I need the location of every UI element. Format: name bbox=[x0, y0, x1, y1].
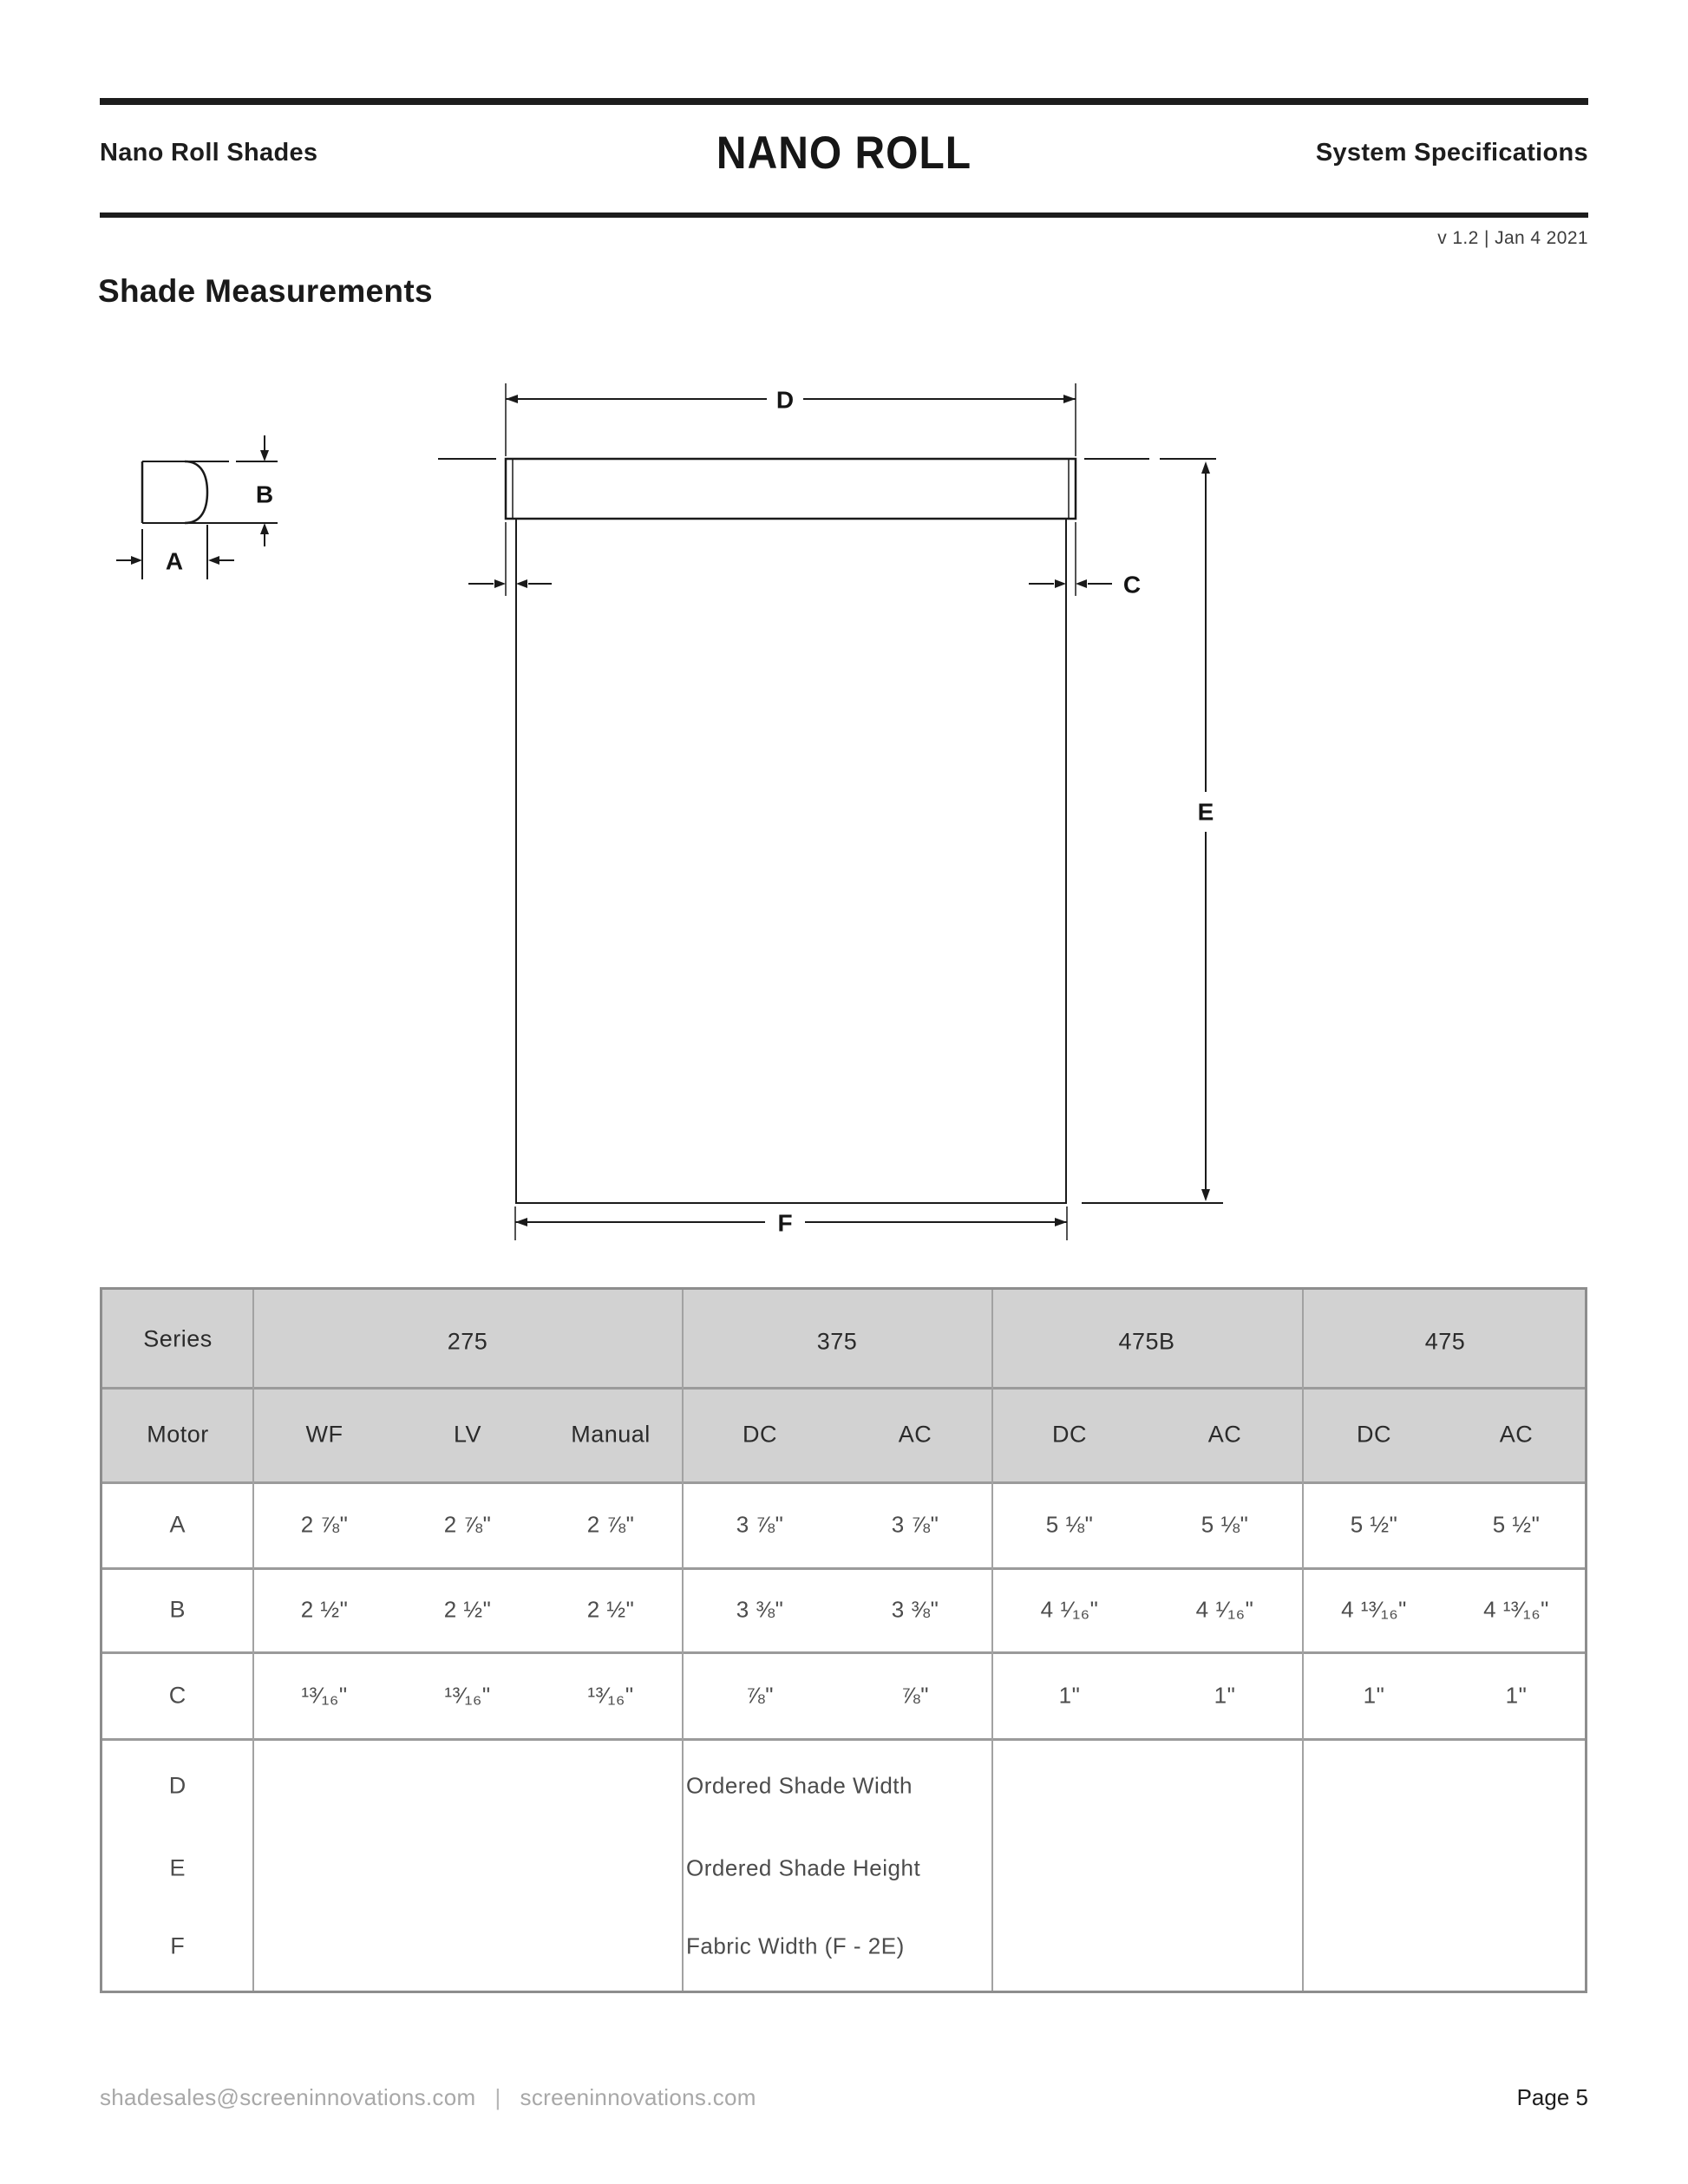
arrow-left-icon bbox=[515, 1218, 527, 1226]
arrow-left-icon bbox=[1076, 579, 1087, 588]
table-cell: 1" bbox=[1363, 1682, 1385, 1709]
row-divider bbox=[102, 1738, 1585, 1741]
table-cell: 3 ⅞" bbox=[891, 1511, 939, 1538]
table-cell: 2 ⅞" bbox=[300, 1511, 349, 1538]
page-number: Page 5 bbox=[1516, 2084, 1588, 2110]
series-header-label: Series bbox=[143, 1325, 213, 1352]
arrow-down-icon bbox=[260, 450, 269, 461]
table-cell: ¹³⁄₁₆" bbox=[301, 1682, 348, 1709]
table-cell: ¹³⁄₁₆" bbox=[444, 1682, 491, 1709]
header-top-rule bbox=[100, 98, 1588, 105]
dim-description: Ordered Shade Height bbox=[686, 1854, 921, 1881]
footer-website-link[interactable]: screeninnovations.com bbox=[520, 2084, 756, 2110]
arrow-left-icon bbox=[516, 579, 527, 588]
table-cell: ⅞" bbox=[901, 1682, 929, 1709]
row-label: E bbox=[169, 1854, 186, 1881]
motor-type: LV bbox=[453, 1421, 482, 1448]
table-cell: 4 ¹³⁄₁₆" bbox=[1341, 1596, 1407, 1623]
dim-label-f: F bbox=[777, 1209, 793, 1237]
table-cell: 1" bbox=[1214, 1682, 1236, 1709]
table-cell: 4 ¹³⁄₁₆" bbox=[1483, 1596, 1549, 1623]
dim-label-b: B bbox=[255, 481, 274, 508]
table-cell: 5 ½" bbox=[1492, 1511, 1541, 1538]
motor-type: AC bbox=[898, 1421, 932, 1448]
table-cell: 5 ⅛" bbox=[1045, 1511, 1094, 1538]
motor-type: DC bbox=[1052, 1421, 1087, 1448]
arrow-left-icon bbox=[208, 556, 219, 565]
footer-contacts bbox=[100, 2084, 756, 2111]
row-label: F bbox=[170, 1932, 186, 1959]
table-cell: 2 ⅞" bbox=[586, 1511, 635, 1538]
table-cell: 3 ⅜" bbox=[891, 1596, 939, 1623]
document-title-left: Nano Roll Shades bbox=[100, 139, 318, 167]
arrow-left-icon bbox=[506, 395, 518, 403]
document-title-right: System Specifications bbox=[1315, 139, 1588, 167]
dim-label-a: A bbox=[165, 547, 184, 575]
table-cell: 4 ¹⁄₁₆" bbox=[1195, 1596, 1254, 1623]
header-bottom-rule bbox=[100, 213, 1588, 218]
table-cell: ⅞" bbox=[746, 1682, 774, 1709]
column-divider bbox=[252, 1290, 254, 1991]
arrow-right-icon bbox=[494, 579, 506, 588]
table-cell: 2 ½" bbox=[300, 1596, 349, 1623]
dim-label-e: E bbox=[1197, 798, 1214, 826]
headbox-outline bbox=[506, 459, 1076, 519]
table-cell: 2 ½" bbox=[586, 1596, 635, 1623]
motor-type: AC bbox=[1499, 1421, 1534, 1448]
row-divider bbox=[102, 1567, 1585, 1570]
motor-type: Manual bbox=[571, 1421, 651, 1448]
series-name: 375 bbox=[816, 1328, 858, 1355]
table-cell: 1" bbox=[1058, 1682, 1081, 1709]
arrow-right-icon bbox=[1055, 1218, 1067, 1226]
table-cell: 2 ½" bbox=[443, 1596, 492, 1623]
arrow-up-icon bbox=[260, 523, 269, 534]
footer-email-link[interactable]: shadesales@screeninnovations.com bbox=[100, 2084, 476, 2110]
table-cell: 5 ½" bbox=[1350, 1511, 1398, 1538]
column-divider bbox=[1302, 1290, 1304, 1991]
table-cell: 3 ⅜" bbox=[736, 1596, 784, 1623]
dim-label-c: C bbox=[1122, 571, 1142, 598]
footer-separator: | bbox=[494, 2084, 501, 2110]
row-divider bbox=[102, 1651, 1585, 1654]
shade-dimension-diagram bbox=[0, 373, 1688, 1249]
series-name: 475B bbox=[1118, 1328, 1175, 1355]
series-name: 475 bbox=[1424, 1328, 1466, 1355]
table-cell: 2 ⅞" bbox=[443, 1511, 492, 1538]
row-divider bbox=[102, 1387, 1585, 1390]
motor-type: DC bbox=[1357, 1421, 1391, 1448]
fabric-panel-outline bbox=[516, 519, 1066, 1203]
table-cell: 3 ⅞" bbox=[736, 1511, 784, 1538]
motor-type: DC bbox=[743, 1421, 777, 1448]
motor-type: AC bbox=[1207, 1421, 1242, 1448]
series-name: 275 bbox=[447, 1328, 488, 1355]
measurements-table bbox=[100, 1287, 1587, 1993]
version-date: v 1.2 | Jan 4 2021 bbox=[1437, 228, 1588, 248]
table-cell: 5 ⅛" bbox=[1201, 1511, 1249, 1538]
table-cell: 1" bbox=[1505, 1682, 1528, 1709]
row-label: D bbox=[168, 1772, 187, 1799]
motor-type: WF bbox=[305, 1421, 343, 1448]
arrow-right-icon bbox=[1055, 579, 1066, 588]
row-divider bbox=[102, 1481, 1585, 1484]
row-label: C bbox=[168, 1682, 187, 1709]
brand-logo: NANO ROLL bbox=[716, 126, 972, 179]
dim-description: Fabric Width (F - 2E) bbox=[686, 1932, 905, 1959]
dim-label-d: D bbox=[775, 386, 795, 414]
page-title: Shade Measurements bbox=[98, 273, 433, 309]
row-label: B bbox=[169, 1596, 186, 1623]
arrow-right-icon bbox=[131, 556, 142, 565]
table-cell: 4 ¹⁄₁₆" bbox=[1040, 1596, 1099, 1623]
motor-header-label: Motor bbox=[147, 1421, 209, 1448]
table-cell: ¹³⁄₁₆" bbox=[587, 1682, 634, 1709]
arrow-up-icon bbox=[1201, 461, 1210, 474]
column-divider bbox=[991, 1290, 993, 1991]
row-label: A bbox=[169, 1511, 186, 1538]
tube-profile-shape bbox=[142, 461, 207, 523]
arrow-down-icon bbox=[1201, 1189, 1210, 1201]
arrow-right-icon bbox=[1063, 395, 1076, 403]
column-divider bbox=[682, 1290, 684, 1991]
dim-description: Ordered Shade Width bbox=[686, 1772, 913, 1799]
